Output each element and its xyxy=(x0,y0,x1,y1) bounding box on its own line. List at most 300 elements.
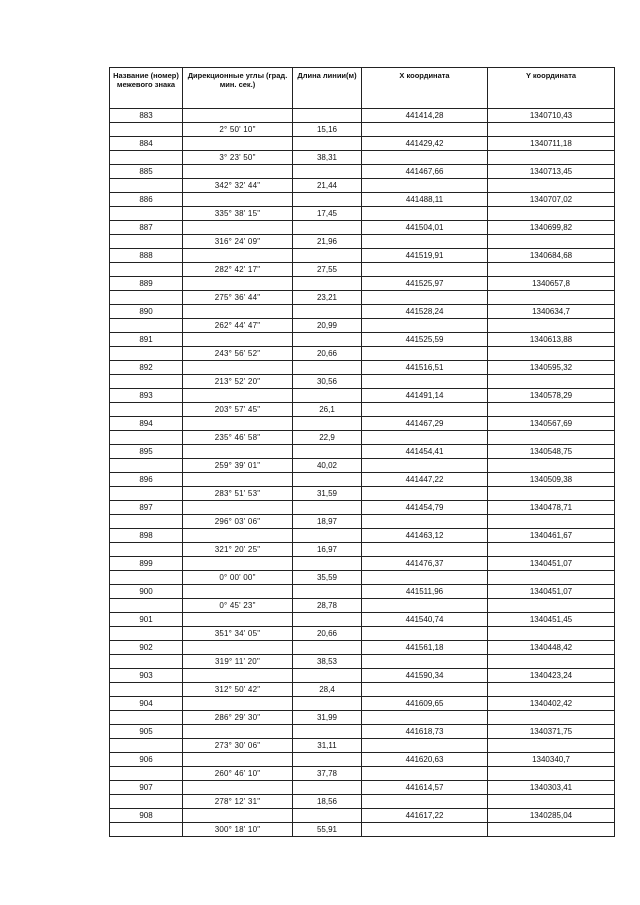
y-coordinate: 1340657,8 xyxy=(488,277,615,291)
segment-length: 28,78 xyxy=(293,599,362,613)
angle-cell-empty xyxy=(183,501,293,515)
y-cell-empty xyxy=(488,235,615,249)
segment-row xyxy=(110,515,615,529)
x-coordinate: 441525,59 xyxy=(362,333,488,347)
angle-cell-empty xyxy=(183,557,293,571)
segment-length: 28,4 xyxy=(293,683,362,697)
point-row xyxy=(110,753,615,767)
length-cell-empty xyxy=(293,417,362,431)
y-coordinate: 1340548,75 xyxy=(488,445,615,459)
point-row xyxy=(110,221,615,235)
bearing-angle: 0° 45' 23" xyxy=(183,599,293,613)
x-coordinate: 441467,29 xyxy=(362,417,488,431)
point-row xyxy=(110,137,615,151)
x-cell-empty xyxy=(362,487,488,501)
point-row xyxy=(110,445,615,459)
angle-cell-empty xyxy=(183,669,293,683)
y-cell-empty xyxy=(488,739,615,753)
x-coordinate: 441491,14 xyxy=(362,389,488,403)
bearing-angle: 260° 46' 10" xyxy=(183,767,293,781)
y-cell-empty xyxy=(488,123,615,137)
y-cell-empty xyxy=(488,319,615,333)
point-number: 896 xyxy=(110,473,183,487)
angle-cell-empty xyxy=(183,389,293,403)
x-cell-empty xyxy=(362,235,488,249)
length-cell-empty xyxy=(293,501,362,515)
y-cell-empty xyxy=(488,375,615,389)
table-body xyxy=(110,109,615,837)
point-row xyxy=(110,165,615,179)
length-cell-empty xyxy=(293,137,362,151)
point-row xyxy=(110,333,615,347)
segment-length: 18,97 xyxy=(293,515,362,529)
x-coordinate: 441516,51 xyxy=(362,361,488,375)
point-row xyxy=(110,613,615,627)
number-cell-empty xyxy=(110,459,183,473)
x-cell-empty xyxy=(362,599,488,613)
angle-cell-empty xyxy=(183,697,293,711)
number-cell-empty xyxy=(110,375,183,389)
point-number: 897 xyxy=(110,501,183,515)
bearing-angle: 319° 11' 20" xyxy=(183,655,293,669)
segment-row xyxy=(110,739,615,753)
y-cell-empty xyxy=(488,403,615,417)
bearing-angle: 278° 12' 31" xyxy=(183,795,293,809)
x-coordinate: 441511,96 xyxy=(362,585,488,599)
x-cell-empty xyxy=(362,739,488,753)
point-row xyxy=(110,781,615,795)
point-row xyxy=(110,697,615,711)
segment-row xyxy=(110,235,615,249)
header-angle: Дирекционные углы (град. мин. сек.) xyxy=(183,68,293,109)
angle-cell-empty xyxy=(183,529,293,543)
length-cell-empty xyxy=(293,529,362,543)
segment-row xyxy=(110,431,615,445)
bearing-angle: 312° 50' 42" xyxy=(183,683,293,697)
bearing-angle: 259° 39' 01" xyxy=(183,459,293,473)
y-coordinate: 1340448,42 xyxy=(488,641,615,655)
point-number: 904 xyxy=(110,697,183,711)
number-cell-empty xyxy=(110,487,183,501)
number-cell-empty xyxy=(110,431,183,445)
bearing-angle: 273° 30' 06" xyxy=(183,739,293,753)
segment-length: 18,56 xyxy=(293,795,362,809)
segment-length: 20,99 xyxy=(293,319,362,333)
point-row xyxy=(110,361,615,375)
x-coordinate: 441590,34 xyxy=(362,669,488,683)
number-cell-empty xyxy=(110,403,183,417)
x-coordinate: 441429,42 xyxy=(362,137,488,151)
angle-cell-empty xyxy=(183,193,293,207)
number-cell-empty xyxy=(110,571,183,585)
x-coordinate: 441525,97 xyxy=(362,277,488,291)
y-cell-empty xyxy=(488,599,615,613)
segment-row xyxy=(110,711,615,725)
bearing-angle: 296° 03' 06" xyxy=(183,515,293,529)
point-number: 888 xyxy=(110,249,183,263)
point-row xyxy=(110,725,615,739)
length-cell-empty xyxy=(293,781,362,795)
y-coordinate: 1340578,29 xyxy=(488,389,615,403)
angle-cell-empty xyxy=(183,473,293,487)
segment-length: 35,59 xyxy=(293,571,362,585)
segment-row xyxy=(110,263,615,277)
length-cell-empty xyxy=(293,389,362,403)
bearing-angle: 275° 36' 44" xyxy=(183,291,293,305)
angle-cell-empty xyxy=(183,781,293,795)
x-cell-empty xyxy=(362,515,488,529)
angle-cell-empty xyxy=(183,221,293,235)
segment-length: 31,11 xyxy=(293,739,362,753)
y-coordinate: 1340285,04 xyxy=(488,809,615,823)
angle-cell-empty xyxy=(183,137,293,151)
number-cell-empty xyxy=(110,599,183,613)
angle-cell-empty xyxy=(183,445,293,459)
point-row xyxy=(110,669,615,683)
length-cell-empty xyxy=(293,249,362,263)
x-cell-empty xyxy=(362,795,488,809)
number-cell-empty xyxy=(110,711,183,725)
segment-row xyxy=(110,627,615,641)
y-coordinate: 1340509,38 xyxy=(488,473,615,487)
y-cell-empty xyxy=(488,795,615,809)
bearing-angle: 283° 51' 53" xyxy=(183,487,293,501)
y-cell-empty xyxy=(488,347,615,361)
segment-length: 38,31 xyxy=(293,151,362,165)
x-cell-empty xyxy=(362,767,488,781)
x-coordinate: 441476,37 xyxy=(362,557,488,571)
segment-row xyxy=(110,207,615,221)
number-cell-empty xyxy=(110,823,183,837)
y-cell-empty xyxy=(488,459,615,473)
x-coordinate: 441454,79 xyxy=(362,501,488,515)
point-row xyxy=(110,557,615,571)
x-cell-empty xyxy=(362,403,488,417)
segment-row xyxy=(110,319,615,333)
y-coordinate: 1340710,43 xyxy=(488,109,615,123)
bearing-angle: 300° 18' 10" xyxy=(183,823,293,837)
bearing-angle: 316° 24' 09" xyxy=(183,235,293,249)
x-cell-empty xyxy=(362,151,488,165)
y-coordinate: 1340303,41 xyxy=(488,781,615,795)
angle-cell-empty xyxy=(183,333,293,347)
y-cell-empty xyxy=(488,767,615,781)
segment-row xyxy=(110,291,615,305)
point-number: 908 xyxy=(110,809,183,823)
y-cell-empty xyxy=(488,263,615,277)
point-number: 906 xyxy=(110,753,183,767)
y-cell-empty xyxy=(488,571,615,585)
bearing-angle: 203° 57' 45" xyxy=(183,403,293,417)
length-cell-empty xyxy=(293,613,362,627)
y-cell-empty xyxy=(488,431,615,445)
number-cell-empty xyxy=(110,319,183,333)
number-cell-empty xyxy=(110,543,183,557)
segment-length: 55,91 xyxy=(293,823,362,837)
length-cell-empty xyxy=(293,669,362,683)
length-cell-empty xyxy=(293,557,362,571)
length-cell-empty xyxy=(293,193,362,207)
y-cell-empty xyxy=(488,823,615,837)
y-cell-empty xyxy=(488,627,615,641)
number-cell-empty xyxy=(110,207,183,221)
y-coordinate: 1340699,82 xyxy=(488,221,615,235)
y-coordinate: 1340684,68 xyxy=(488,249,615,263)
number-cell-empty xyxy=(110,347,183,361)
segment-length: 38,53 xyxy=(293,655,362,669)
table-header-row xyxy=(110,68,615,109)
bearing-angle: 342° 32' 44" xyxy=(183,179,293,193)
x-coordinate: 441618,73 xyxy=(362,725,488,739)
point-number: 905 xyxy=(110,725,183,739)
bearing-angle: 3° 23' 50" xyxy=(183,151,293,165)
x-cell-empty xyxy=(362,179,488,193)
length-cell-empty xyxy=(293,277,362,291)
y-coordinate: 1340567,69 xyxy=(488,417,615,431)
segment-length: 23,21 xyxy=(293,291,362,305)
point-number: 895 xyxy=(110,445,183,459)
angle-cell-empty xyxy=(183,165,293,179)
point-row xyxy=(110,809,615,823)
x-coordinate: 441463,12 xyxy=(362,529,488,543)
x-coordinate: 441504,01 xyxy=(362,221,488,235)
y-cell-empty xyxy=(488,655,615,669)
segment-length: 20,66 xyxy=(293,627,362,641)
point-number: 901 xyxy=(110,613,183,627)
x-coordinate: 441609,65 xyxy=(362,697,488,711)
y-cell-empty xyxy=(488,207,615,221)
number-cell-empty xyxy=(110,263,183,277)
header-y: Y координата xyxy=(488,68,615,109)
y-cell-empty xyxy=(488,515,615,529)
angle-cell-empty xyxy=(183,725,293,739)
segment-row xyxy=(110,823,615,837)
y-coordinate: 1340713,45 xyxy=(488,165,615,179)
segment-length: 17,45 xyxy=(293,207,362,221)
x-cell-empty xyxy=(362,431,488,445)
angle-cell-empty xyxy=(183,641,293,655)
bearing-angle: 321° 20' 25" xyxy=(183,543,293,557)
length-cell-empty xyxy=(293,305,362,319)
y-cell-empty xyxy=(488,151,615,165)
point-number: 894 xyxy=(110,417,183,431)
angle-cell-empty xyxy=(183,277,293,291)
y-coordinate: 1340595,32 xyxy=(488,361,615,375)
bearing-angle: 213° 52' 20" xyxy=(183,375,293,389)
x-coordinate: 441617,22 xyxy=(362,809,488,823)
length-cell-empty xyxy=(293,697,362,711)
y-coordinate: 1340634,7 xyxy=(488,305,615,319)
segment-row xyxy=(110,347,615,361)
angle-cell-empty xyxy=(183,249,293,263)
y-coordinate: 1340340,7 xyxy=(488,753,615,767)
x-cell-empty xyxy=(362,711,488,725)
x-coordinate: 441414,28 xyxy=(362,109,488,123)
number-cell-empty xyxy=(110,795,183,809)
y-coordinate: 1340402,42 xyxy=(488,697,615,711)
x-cell-empty xyxy=(362,683,488,697)
length-cell-empty xyxy=(293,725,362,739)
x-cell-empty xyxy=(362,627,488,641)
x-coordinate: 441561,18 xyxy=(362,641,488,655)
y-cell-empty xyxy=(488,179,615,193)
angle-cell-empty xyxy=(183,305,293,319)
segment-length: 21,44 xyxy=(293,179,362,193)
angle-cell-empty xyxy=(183,361,293,375)
y-coordinate: 1340613,88 xyxy=(488,333,615,347)
point-row xyxy=(110,473,615,487)
point-row xyxy=(110,389,615,403)
segment-length: 26,1 xyxy=(293,403,362,417)
x-coordinate: 441519,91 xyxy=(362,249,488,263)
number-cell-empty xyxy=(110,627,183,641)
number-cell-empty xyxy=(110,235,183,249)
bearing-angle: 2° 50' 10" xyxy=(183,123,293,137)
number-cell-empty xyxy=(110,123,183,137)
x-cell-empty xyxy=(362,319,488,333)
y-coordinate: 1340478,71 xyxy=(488,501,615,515)
segment-row xyxy=(110,571,615,585)
x-coordinate: 441528,24 xyxy=(362,305,488,319)
y-coordinate: 1340451,45 xyxy=(488,613,615,627)
x-cell-empty xyxy=(362,375,488,389)
point-number: 893 xyxy=(110,389,183,403)
segment-row xyxy=(110,683,615,697)
x-cell-empty xyxy=(362,263,488,277)
segment-length: 31,99 xyxy=(293,711,362,725)
header-length: Длина линии(м) xyxy=(293,68,362,109)
point-number: 900 xyxy=(110,585,183,599)
header-name: Название (номер) межевого знака xyxy=(110,68,183,109)
length-cell-empty xyxy=(293,445,362,459)
number-cell-empty xyxy=(110,767,183,781)
point-number: 889 xyxy=(110,277,183,291)
length-cell-empty xyxy=(293,333,362,347)
segment-row xyxy=(110,151,615,165)
length-cell-empty xyxy=(293,473,362,487)
point-number: 907 xyxy=(110,781,183,795)
angle-cell-empty xyxy=(183,613,293,627)
bearing-angle: 335° 38' 15" xyxy=(183,207,293,221)
x-cell-empty xyxy=(362,207,488,221)
x-coordinate: 441454,41 xyxy=(362,445,488,459)
bearing-angle: 351° 34' 05" xyxy=(183,627,293,641)
x-coordinate: 441447,22 xyxy=(362,473,488,487)
y-coordinate: 1340451,07 xyxy=(488,585,615,599)
length-cell-empty xyxy=(293,809,362,823)
point-row xyxy=(110,109,615,123)
x-cell-empty xyxy=(362,459,488,473)
segment-row xyxy=(110,123,615,137)
point-row xyxy=(110,193,615,207)
point-row xyxy=(110,249,615,263)
segment-length: 15,16 xyxy=(293,123,362,137)
x-cell-empty xyxy=(362,823,488,837)
y-coordinate: 1340707,02 xyxy=(488,193,615,207)
y-coordinate: 1340711,18 xyxy=(488,137,615,151)
y-cell-empty xyxy=(488,543,615,557)
x-coordinate: 441614,57 xyxy=(362,781,488,795)
point-number: 898 xyxy=(110,529,183,543)
bearing-angle: 235° 46' 58" xyxy=(183,431,293,445)
y-cell-empty xyxy=(488,711,615,725)
segment-row xyxy=(110,655,615,669)
point-number: 885 xyxy=(110,165,183,179)
segment-row xyxy=(110,179,615,193)
point-row xyxy=(110,277,615,291)
point-row xyxy=(110,417,615,431)
point-row xyxy=(110,529,615,543)
point-number: 884 xyxy=(110,137,183,151)
point-number: 892 xyxy=(110,361,183,375)
point-number: 903 xyxy=(110,669,183,683)
point-row xyxy=(110,585,615,599)
segment-row xyxy=(110,375,615,389)
length-cell-empty xyxy=(293,109,362,123)
segment-row xyxy=(110,487,615,501)
x-cell-empty xyxy=(362,543,488,557)
number-cell-empty xyxy=(110,739,183,753)
point-number: 891 xyxy=(110,333,183,347)
angle-cell-empty xyxy=(183,809,293,823)
x-coordinate: 441488,11 xyxy=(362,193,488,207)
y-coordinate: 1340423,24 xyxy=(488,669,615,683)
length-cell-empty xyxy=(293,361,362,375)
bearing-angle: 282° 42' 17" xyxy=(183,263,293,277)
point-number: 883 xyxy=(110,109,183,123)
segment-length: 31,59 xyxy=(293,487,362,501)
segment-length: 37,78 xyxy=(293,767,362,781)
point-number: 887 xyxy=(110,221,183,235)
x-cell-empty xyxy=(362,347,488,361)
segment-row xyxy=(110,767,615,781)
boundary-coordinates-table xyxy=(109,67,615,837)
segment-row xyxy=(110,599,615,613)
segment-length: 16,97 xyxy=(293,543,362,557)
length-cell-empty xyxy=(293,585,362,599)
length-cell-empty xyxy=(293,221,362,235)
y-coordinate: 1340451,07 xyxy=(488,557,615,571)
segment-length: 22,9 xyxy=(293,431,362,445)
segment-row xyxy=(110,403,615,417)
y-cell-empty xyxy=(488,487,615,501)
segment-row xyxy=(110,795,615,809)
x-cell-empty xyxy=(362,123,488,137)
number-cell-empty xyxy=(110,655,183,669)
angle-cell-empty xyxy=(183,417,293,431)
y-coordinate: 1340371,75 xyxy=(488,725,615,739)
segment-length: 21,96 xyxy=(293,235,362,249)
length-cell-empty xyxy=(293,753,362,767)
length-cell-empty xyxy=(293,641,362,655)
number-cell-empty xyxy=(110,683,183,697)
point-number: 886 xyxy=(110,193,183,207)
bearing-angle: 286° 29' 30" xyxy=(183,711,293,725)
segment-row xyxy=(110,543,615,557)
bearing-angle: 243° 56' 52" xyxy=(183,347,293,361)
x-cell-empty xyxy=(362,571,488,585)
bearing-angle: 0° 00' 00" xyxy=(183,571,293,585)
segment-length: 27,55 xyxy=(293,263,362,277)
angle-cell-empty xyxy=(183,109,293,123)
point-number: 902 xyxy=(110,641,183,655)
point-number: 890 xyxy=(110,305,183,319)
y-cell-empty xyxy=(488,291,615,305)
number-cell-empty xyxy=(110,179,183,193)
number-cell-empty xyxy=(110,151,183,165)
segment-length: 30,56 xyxy=(293,375,362,389)
x-coordinate: 441540,74 xyxy=(362,613,488,627)
